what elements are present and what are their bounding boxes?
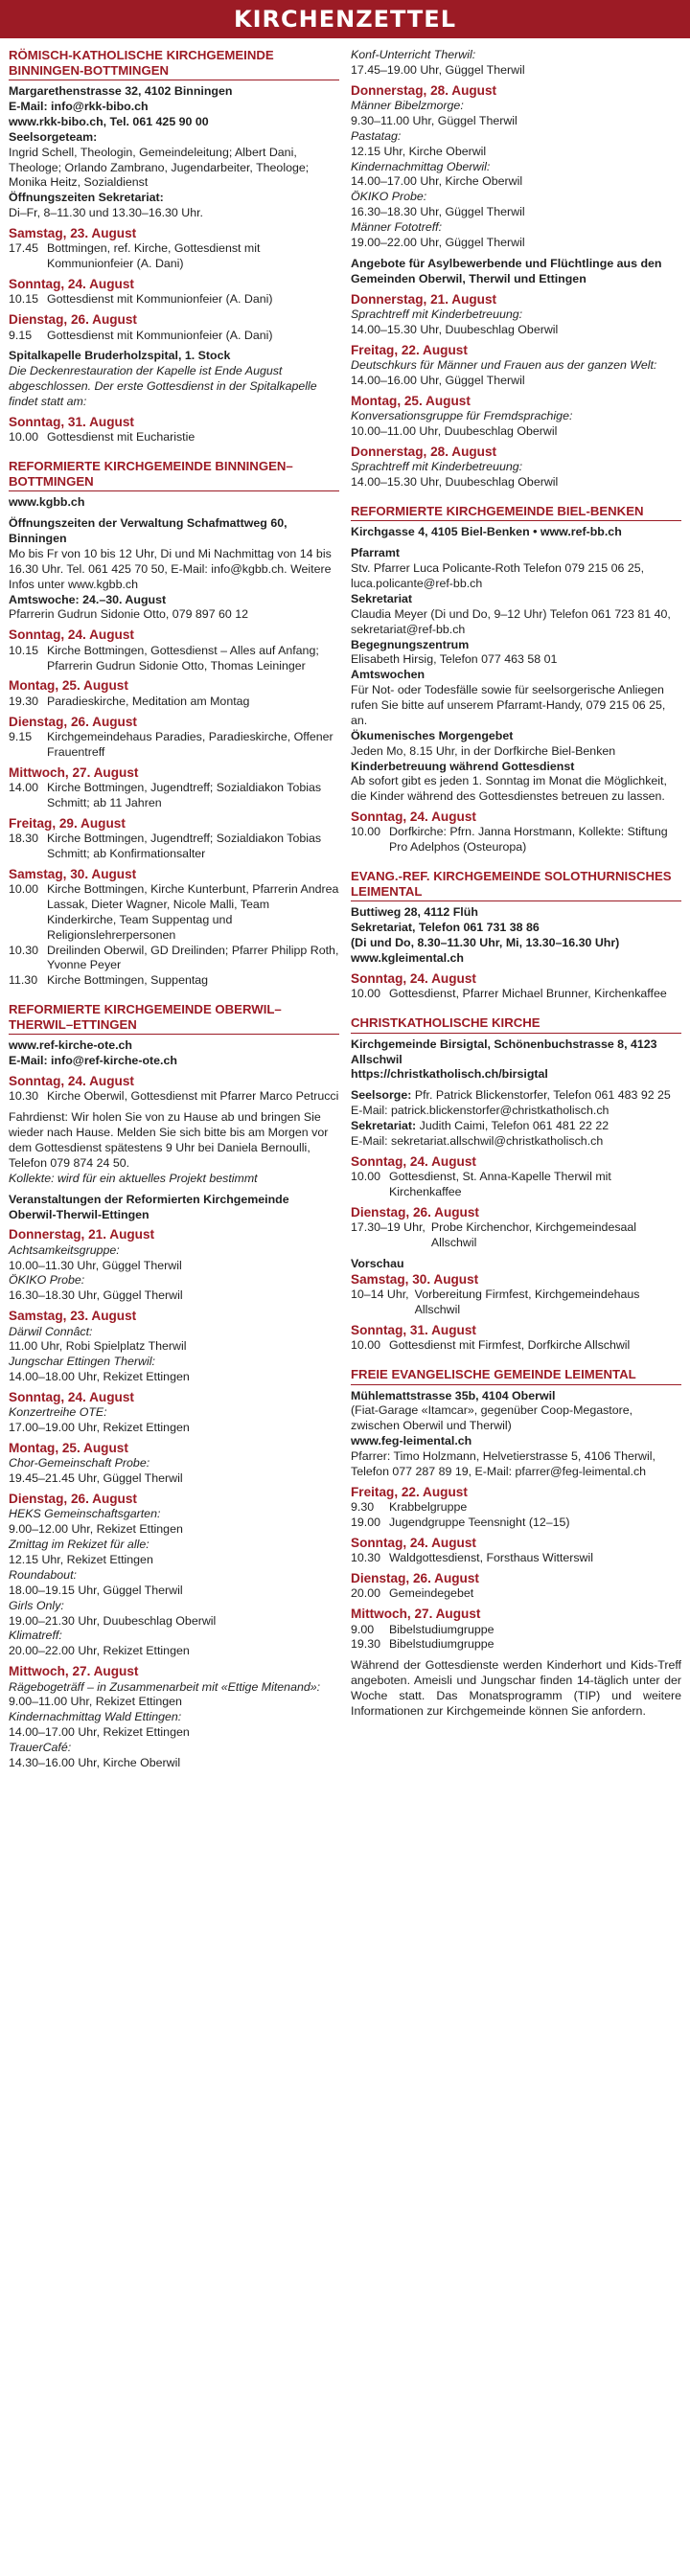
event-time: 14.00–18.00 Uhr, Rekizet Ettingen [9, 1370, 190, 1384]
section-title: REFORMIERTE KIRCHGEMEINDE BIEL-BENKEN [351, 504, 681, 522]
kinderbetreuung-label: Kinderbetreuung während Gottesdienst [351, 759, 575, 773]
address: Mühlemattstrasse 35b, 4104 Oberwil [351, 1388, 556, 1402]
event-text: Kirche Bottmingen, Suppentag [47, 973, 209, 988]
event-time: 10.00 [9, 882, 39, 897]
event-text: Gottesdienst mit Kommunionfeier (A. Dani) [47, 328, 273, 342]
event-time: 12.15 Uhr, Rekizet Ettingen [9, 1553, 153, 1567]
event-name: Konzertreihe OTE: [9, 1405, 107, 1420]
event-time: 12.15 Uhr, Kirche Oberwil [351, 144, 487, 158]
event-name: Deutschkurs für Männer und Frauen aus der ganzen Welt: [351, 357, 657, 372]
day-heading: Samstag, 30. August [9, 866, 137, 881]
event-time: 14.30–16.00 Uhr, Kirche Oberwil [9, 1755, 181, 1769]
event-time: 18.30 [9, 832, 39, 845]
sekretariat-text: Judith Caimi, Telefon 061 481 22 22 [419, 1119, 610, 1132]
pfarramt-label: Pfarramt [351, 546, 400, 560]
event-time: 10.00–11.30 Uhr, Güggel Therwil [9, 1258, 182, 1272]
event-row [351, 1500, 681, 1516]
event-name: ÖKIKO Probe: [9, 1273, 85, 1288]
event-name: Konf-Unterricht Therwil: [351, 48, 476, 61]
day-heading: Sonntag, 24. August [9, 1074, 134, 1089]
event-row [9, 730, 339, 761]
event-time: 9.00–12.00 Uhr, Rekizet Ettingen [9, 1522, 183, 1537]
event-time: 10.15 [9, 643, 39, 657]
event-text: Kirchgemeindehaus Paradies, Paradieskirche, Offener Frauentreff [47, 729, 334, 759]
event-time: 14.00–15.30 Uhr, Duubeschlag Oberwil [351, 322, 559, 336]
day-heading: Sonntag, 31. August [351, 1322, 476, 1337]
sekretariat-label: Sekretariat [351, 591, 413, 605]
day-heading: Mittwoch, 27. August [9, 764, 139, 780]
event-text: Probe Kirchenchor, Kirchgemeindesaal Allschwil [430, 1220, 637, 1249]
event-time: 10.30 [351, 1551, 381, 1565]
day-heading: Dienstag, 26. August [9, 1492, 137, 1507]
day-heading: Montag, 25. August [351, 393, 471, 408]
website[interactable]: www.ref-kirche-ote.ch [9, 1038, 132, 1053]
event-text: Kirche Oberwil, Gottesdienst mit Pfarrer Marco Petrucci [47, 1089, 339, 1104]
event-text: Jugendgruppe Teensnight (12–15) [389, 1516, 570, 1530]
event-text: Gottesdienst, St. Anna-Kapelle Therwil mit Kirchenkaffee [389, 1170, 611, 1198]
section-title: FREIE EVANGELISCHE GEMEINDE LEIMENTAL [351, 1367, 681, 1385]
event-time: 19.00–21.30 Uhr, Duubeschlag Oberwil [9, 1613, 217, 1628]
event-text: Paradieskirche, Meditation am Montag [47, 694, 250, 708]
event-text: Kirche Bottmingen, Jugendtreff; Sozialdiakon Tobias Schmitt; ab 11 Jahren [47, 780, 322, 809]
section-title: REFORMIERTE KIRCHGEMEINDE BINNINGEN–BOTTMINGEN [9, 459, 339, 491]
day-heading: Donnerstag, 28. August [351, 444, 497, 459]
day-heading: Sonntag, 24. August [9, 277, 134, 292]
event-name: Sprachtreff mit Kinderbetreuung: [351, 307, 523, 321]
event-row [351, 1170, 681, 1200]
event-text: Dorfkirche: Pfrn. Janna Horstmann, Kollekte: Stiftung Pro Adelphos (Osteuropa) [389, 825, 668, 855]
event-name: Därwil Connâct: [9, 1324, 93, 1338]
day-heading: Montag, 25. August [9, 1441, 128, 1456]
event-time: 10–14 Uhr, [351, 1288, 409, 1302]
right-column [351, 48, 681, 1785]
footer-note: Während der Gottesdienste werden Kinderhort und Kids-Treff angeboten. Ameisli und Jungschar finden 14-täglich unter der Woche statt. Das Monatsprogramm (TIP) und weitere Informationen zur Kirchgemeinde können Sie anfordern. [351, 1658, 681, 1718]
event-time: 9.30–11.00 Uhr, Güggel Therwil [351, 113, 518, 127]
sekretariat-email[interactable]: E-Mail: sekretariat.allschwil@christkatholisch.ch [351, 1133, 604, 1148]
day-heading: Dienstag, 26. August [9, 312, 137, 328]
event-row [9, 695, 339, 710]
day-heading: Sonntag, 24. August [9, 627, 134, 643]
address: Buttiweg 28, 4112 Flüh [351, 905, 478, 920]
event-text: Gottesdienst mit Kommunionfeier (A. Dani) [47, 292, 273, 307]
pfarramt-text: Stv. Pfarrer Luca Policante-Roth Telefon 079 215 06 25, luca.policante@ref-bb.ch [351, 561, 645, 591]
section-christkatholisch [351, 1015, 681, 1354]
event-time: 17.45 [9, 241, 39, 256]
section-title: RÖMISCH-KATHOLISCHE KIRCHGEMEINDE BINNINGEN-BOTTMINGEN [9, 48, 339, 80]
event-text: Gottesdienst mit Eucharistie [47, 430, 196, 445]
kollekte-text: Kollekte: wird für ein aktuelles Projekt bestimmt [9, 1171, 258, 1185]
left-column [9, 48, 339, 1785]
event-time: 10.15 [9, 292, 39, 307]
event-time: 14.00–16.00 Uhr, Güggel Therwil [351, 373, 525, 387]
event-time: 14.00–17.00 Uhr, Rekizet Ettingen [9, 1725, 190, 1740]
event-time: 19.00 [351, 1516, 381, 1530]
section-ref-binningen [9, 459, 339, 989]
chapel-note: Die Deckenrestauration der Kapelle ist Ende August abgeschlossen. Der erste Gottesdienst in der Spitalkapelle findet statt am: [9, 364, 317, 409]
day-heading: Dienstag, 26. August [9, 714, 137, 729]
event-name: Girls Only: [9, 1598, 64, 1612]
admin-text: Mo bis Fr von 10 bis 12 Uhr, Di und Mi Nachmittag von 14 bis 16.30 Uhr. Tel. 061 425 70 50, E-Mail: info@kgbb.ch. Weitere Infos unter www.kgbb.ch [9, 546, 332, 591]
event-text: Bibelstudiumgruppe [389, 1622, 494, 1636]
amtswochen-label: Amtswochen [351, 668, 426, 682]
section-title: EVANG.-REF. KIRCHGEMEINDE SOLOTHURNISCHES LEIMENTAL [351, 869, 681, 901]
seelsorge-text: Pfr. Patrick Blickenstorfer, Telefon 061 483 92 25 [414, 1088, 671, 1103]
event-row [9, 329, 339, 344]
event-name: TrauerCafé: [9, 1741, 72, 1755]
event-name: Rägebogeträff – in Zusammenarbeit mit «Ettige Mitenand»: [9, 1679, 321, 1694]
event-time: 19.00–22.00 Uhr, Güggel Therwil [351, 235, 525, 249]
event-name: Kindernachmittag Wald Ettingen: [9, 1710, 182, 1724]
event-time: 18.00–19.15 Uhr, Güggel Therwil [9, 1583, 183, 1597]
event-text: Kirche Bottmingen, Kirche Kunterbunt, Pfarrerin Andrea Lassak, Dieter Wagner, Nicole Malli, Team Kinderkirche, Team Suppentag und Religionslehrerpersonen [47, 882, 339, 942]
address: Margarethenstrasse 32, 4102 Binningen [9, 84, 233, 99]
office-hours: (Di und Do, 8.30–11.30 Uhr, Mi, 13.30–16.30 Uhr) [351, 936, 620, 950]
event-row [9, 1089, 339, 1105]
day-heading: Mittwoch, 27. August [351, 1607, 481, 1622]
event-name: Sprachtreff mit Kinderbetreuung: [351, 460, 523, 474]
day-heading: Sonntag, 31. August [9, 414, 134, 429]
event-time: 10.00 [9, 430, 39, 445]
day-heading: Sonntag, 24. August [351, 1153, 476, 1169]
day-heading: Montag, 25. August [9, 678, 128, 694]
day-heading: Donnerstag, 21. August [351, 291, 497, 307]
day-heading: Dienstag, 26. August [351, 1204, 479, 1220]
event-text: Waldgottesdienst, Forsthaus Witterswil [389, 1551, 594, 1565]
address: Kirchgasse 4, 4105 Biel-Benken • www.ref-bb.ch [351, 525, 622, 539]
email[interactable]: E-Mail: info@rkk-bibo.ch [9, 100, 149, 114]
event-time: 10.00 [351, 1170, 381, 1184]
day-heading: Samstag, 23. August [9, 1309, 137, 1324]
event-time: 9.15 [9, 328, 33, 342]
event-text: Dreilinden Oberwil, GD Dreilinden; Pfarrer Philipp Roth, Yvonne Peyer [47, 943, 339, 972]
event-text: Bibelstudiumgruppe [389, 1637, 494, 1652]
event-row [9, 644, 339, 674]
office-label: Öffnungszeiten Sekretariat: [9, 191, 164, 205]
event-name: Kindernachmittag Oberwil: [351, 159, 491, 173]
event-time: 19.45–21.45 Uhr, Güggel Therwil [9, 1471, 183, 1486]
event-time: 11.00 Uhr, Robi Spielplatz Therwil [9, 1339, 187, 1354]
event-name: Jungschar Ettingen Therwil: [9, 1355, 155, 1369]
address-note: (Fiat-Garage «Itamcar», gegenüber Coop-Megastore, zwischen Oberwil und Therwil) [351, 1403, 633, 1433]
day-heading: Freitag, 22. August [351, 342, 468, 357]
chapel-title: Spitalkapelle Bruderholzspital, 1. Stock [9, 349, 231, 363]
events-title: Veranstaltungen der Reformierten Kirchgemeinde Oberwil-Therwil-Ettingen [9, 1192, 289, 1221]
event-row [351, 1623, 681, 1638]
day-heading: Freitag, 22. August [351, 1484, 468, 1499]
event-time: 10.30 [9, 943, 39, 957]
event-time: 9.15 [9, 729, 33, 743]
website[interactable]: https://christkatholisch.ch/birsigtal [351, 1067, 548, 1082]
section-ref-ote-continued [351, 48, 681, 490]
event-time: 10.00 [351, 825, 381, 839]
day-heading: Donnerstag, 28. August [351, 82, 497, 98]
event-row [9, 430, 339, 445]
team-label: Seelsorgeteam: [9, 129, 98, 144]
event-time: 14.00 [9, 780, 39, 794]
amtswochen-text: Für Not- oder Todesfälle sowie für seelsorgerische Anliegen rufen Sie bitte auf unserem Pfarramt-Handy, 079 215 06 25, an. [351, 683, 666, 727]
event-time: 10.00–11.00 Uhr, Duubeschlag Oberwil [351, 423, 558, 438]
website[interactable]: www.kgbb.ch [9, 495, 85, 510]
event-time: 9.30 [351, 1500, 375, 1515]
event-row [9, 292, 339, 308]
amtswoche-label: Amtswoche: 24.–30. August [9, 592, 167, 606]
day-heading: Mittwoch, 27. August [9, 1664, 139, 1679]
day-heading: Dienstag, 26. August [351, 1571, 479, 1586]
event-time: 10.00 [351, 987, 381, 1001]
event-time: 16.30–18.30 Uhr, Güggel Therwil [351, 205, 525, 219]
event-name: Männer Fototreff: [351, 220, 443, 235]
team-text: Ingrid Schell, Theologin, Gemeindeleitung; Albert Dani, Theologe; Orlando Zambrano, Jugendarbeiter, Theologe; Monika Heitz, Sozialdienst [9, 145, 310, 190]
event-row [9, 781, 339, 811]
event-text: Gottesdienst, Pfarrer Michael Brunner, Kirchenkaffee [389, 987, 667, 1001]
seelsorge-label: Seelsorge: [351, 1088, 412, 1103]
day-heading: Sonntag, 24. August [9, 1390, 134, 1405]
event-row [351, 1220, 681, 1251]
office-hours: Di–Fr, 8–11.30 und 13.30–16.30 Uhr. [9, 206, 203, 220]
event-time: 9.00–11.00 Uhr, Rekizet Ettingen [9, 1695, 182, 1709]
morgengebet-text: Jeden Mo, 8.15 Uhr, in der Dorfkirche Biel-Benken [351, 743, 616, 758]
event-row [9, 944, 339, 974]
section-ref-ote [9, 1002, 339, 1771]
preview-label: Vorschau [351, 1256, 404, 1270]
event-time: 9.00 [351, 1622, 375, 1636]
event-name: Roundabout: [9, 1567, 77, 1582]
event-name: Männer Bibelzmorge: [351, 99, 464, 113]
event-time: 19.30 [9, 694, 39, 708]
event-time: 17.00–19.00 Uhr, Rekizet Ettingen [9, 1421, 190, 1435]
kinderbetreuung-text: Ab sofort gibt es jeden 1. Sonntag im Monat die Möglichkeit, die Kinder während des Gottesdienstes betreuen zu lassen. [351, 774, 667, 804]
section-ref-biel-benken [351, 504, 681, 855]
fahrdienst-text: Fahrdienst: Wir holen Sie von zu Hause ab und bringen Sie wieder nach Hause. Melden Sie sich bitte bis am Morgen vor dem Gottesdienst spätestens 9 Uhr bei Daniela Bernoulli, Telefon 079 874 24 50. [9, 1110, 329, 1170]
event-text: Bottmingen, ref. Kirche, Gottesdienst mit Kommunionfeier (A. Dani) [47, 241, 261, 271]
morgengebet-label: Ökumenisches Morgengebet [351, 728, 514, 742]
admin-label: Öffnungszeiten der Verwaltung Schafmattweg 60, Binningen [9, 516, 288, 546]
sekretariat-label: Sekretariat: [351, 1119, 417, 1132]
event-time: 17.45–19.00 Uhr, Güggel Therwil [351, 62, 525, 77]
event-row [351, 825, 681, 855]
event-text: Vorbereitung Firmfest, Kirchgemeindehaus Allschwil [414, 1288, 640, 1316]
event-row [9, 973, 339, 989]
event-text: Gottesdienst mit Firmfest, Dorfkirche Allschwil [389, 1338, 631, 1353]
day-heading: Donnerstag, 21. August [9, 1227, 155, 1242]
section-feg-leimental [351, 1367, 681, 1720]
day-heading: Samstag, 23. August [9, 226, 137, 241]
day-heading: Sonntag, 24. August [351, 809, 476, 825]
sekretariat-text: Claudia Meyer (Di und Do, 9–12 Uhr) Telefon 061 723 81 40, sekretariat@ref-bb.ch [351, 606, 671, 636]
sekretariat: Sekretariat, Telefon 061 731 38 86 [351, 921, 540, 935]
section-title: CHRISTKATHOLISCHE KIRCHE [351, 1015, 681, 1034]
day-heading: Sonntag, 24. August [351, 970, 476, 986]
begegnung-label: Begegnungszentrum [351, 637, 470, 651]
event-time: 20.00–22.00 Uhr, Rekizet Ettingen [9, 1644, 190, 1658]
begegnung-text: Elisabeth Hirsig, Telefon 077 463 58 01 [351, 652, 558, 667]
event-time: 11.30 [9, 973, 38, 988]
website[interactable]: www.feg-leimental.ch [351, 1434, 472, 1448]
event-name: Chor-Gemeinschaft Probe: [9, 1456, 150, 1470]
event-text: Krabbelgruppe [389, 1500, 468, 1515]
day-heading: Sonntag, 24. August [351, 1535, 476, 1550]
event-name: HEKS Gemeinschaftsgarten: [9, 1507, 161, 1521]
website[interactable]: www.rkk-bibo.ch, Tel. 061 425 90 00 [9, 114, 209, 128]
section-title: REFORMIERTE KIRCHGEMEINDE OBERWIL–THERWIL–ETTINGEN [9, 1002, 339, 1035]
day-heading: Samstag, 30. August [351, 1271, 479, 1287]
event-row [9, 241, 339, 272]
event-name: Achtsamkeitsgruppe: [9, 1242, 120, 1257]
event-text: Kirche Bottmingen, Gottesdienst – Alles auf Anfang; Pfarrerin Gudrun Sidonie Otto, Thomas Leininger [47, 643, 319, 672]
event-name: Konversationsgruppe für Fremdsprachige: [351, 409, 573, 422]
event-row [351, 1288, 681, 1318]
event-name: Zmittag im Rekizet für alle: [9, 1538, 150, 1552]
event-time: 14.00–17.00 Uhr, Kirche Oberwil [351, 174, 523, 189]
event-name: ÖKIKO Probe: [351, 190, 427, 204]
event-row [9, 832, 339, 862]
event-time: 14.00–15.30 Uhr, Duubeschlag Oberwil [351, 474, 559, 489]
event-time: 16.30–18.30 Uhr, Güggel Therwil [9, 1288, 183, 1303]
page-title: KIRCHENZETTEL [0, 0, 690, 38]
pfarrer-text: Pfarrer: Timo Holzmann, Helvetierstrasse 5, 4106 Therwil, Telefon 077 287 89 19, E-Mail: pfarrer@feg-leimental.ch [351, 1449, 656, 1478]
event-text: Gemeindegebet [389, 1586, 474, 1601]
event-time: 20.00 [351, 1586, 381, 1601]
website[interactable]: www.kgleimental.ch [351, 950, 464, 965]
section-solothurn-leimental [351, 869, 681, 1002]
event-row [351, 1516, 681, 1531]
asyl-title: Angebote für Asylbewerbende und Flüchtlinge aus den Gemeinden Oberwil, Therwil und Ettingen [351, 256, 662, 285]
event-name: Klimatreff: [9, 1629, 62, 1643]
event-row [351, 1551, 681, 1566]
event-time: 17.30–19 Uhr, [351, 1220, 426, 1235]
event-time: 10.00 [351, 1338, 381, 1353]
email[interactable]: E-Mail: info@ref-kirche-ote.ch [9, 1054, 177, 1068]
section-rk-binningen [9, 48, 339, 445]
event-row [351, 1338, 681, 1354]
event-row [351, 1637, 681, 1653]
event-time: 10.30 [9, 1089, 39, 1104]
event-name: Pastatag: [351, 128, 402, 143]
event-row [351, 987, 681, 1002]
event-time: 19.30 [351, 1637, 381, 1652]
day-heading: Freitag, 29. August [9, 815, 126, 831]
event-row [9, 882, 339, 944]
event-row [351, 1586, 681, 1602]
event-text: Kirche Bottmingen, Jugendtreff; Sozialdiakon Tobias Schmitt; ab Konfirmationsalter [47, 832, 322, 860]
amtswoche-text: Pfarrerin Gudrun Sidonie Otto, 079 897 60 12 [9, 607, 249, 622]
seelsorge-email[interactable]: E-Mail: patrick.blickenstorfer@christkatholisch.ch [351, 1104, 610, 1118]
parish-name: Kirchgemeinde Birsigtal, Schönenbuchstrasse 8, 4123 Allschwil [351, 1037, 657, 1066]
